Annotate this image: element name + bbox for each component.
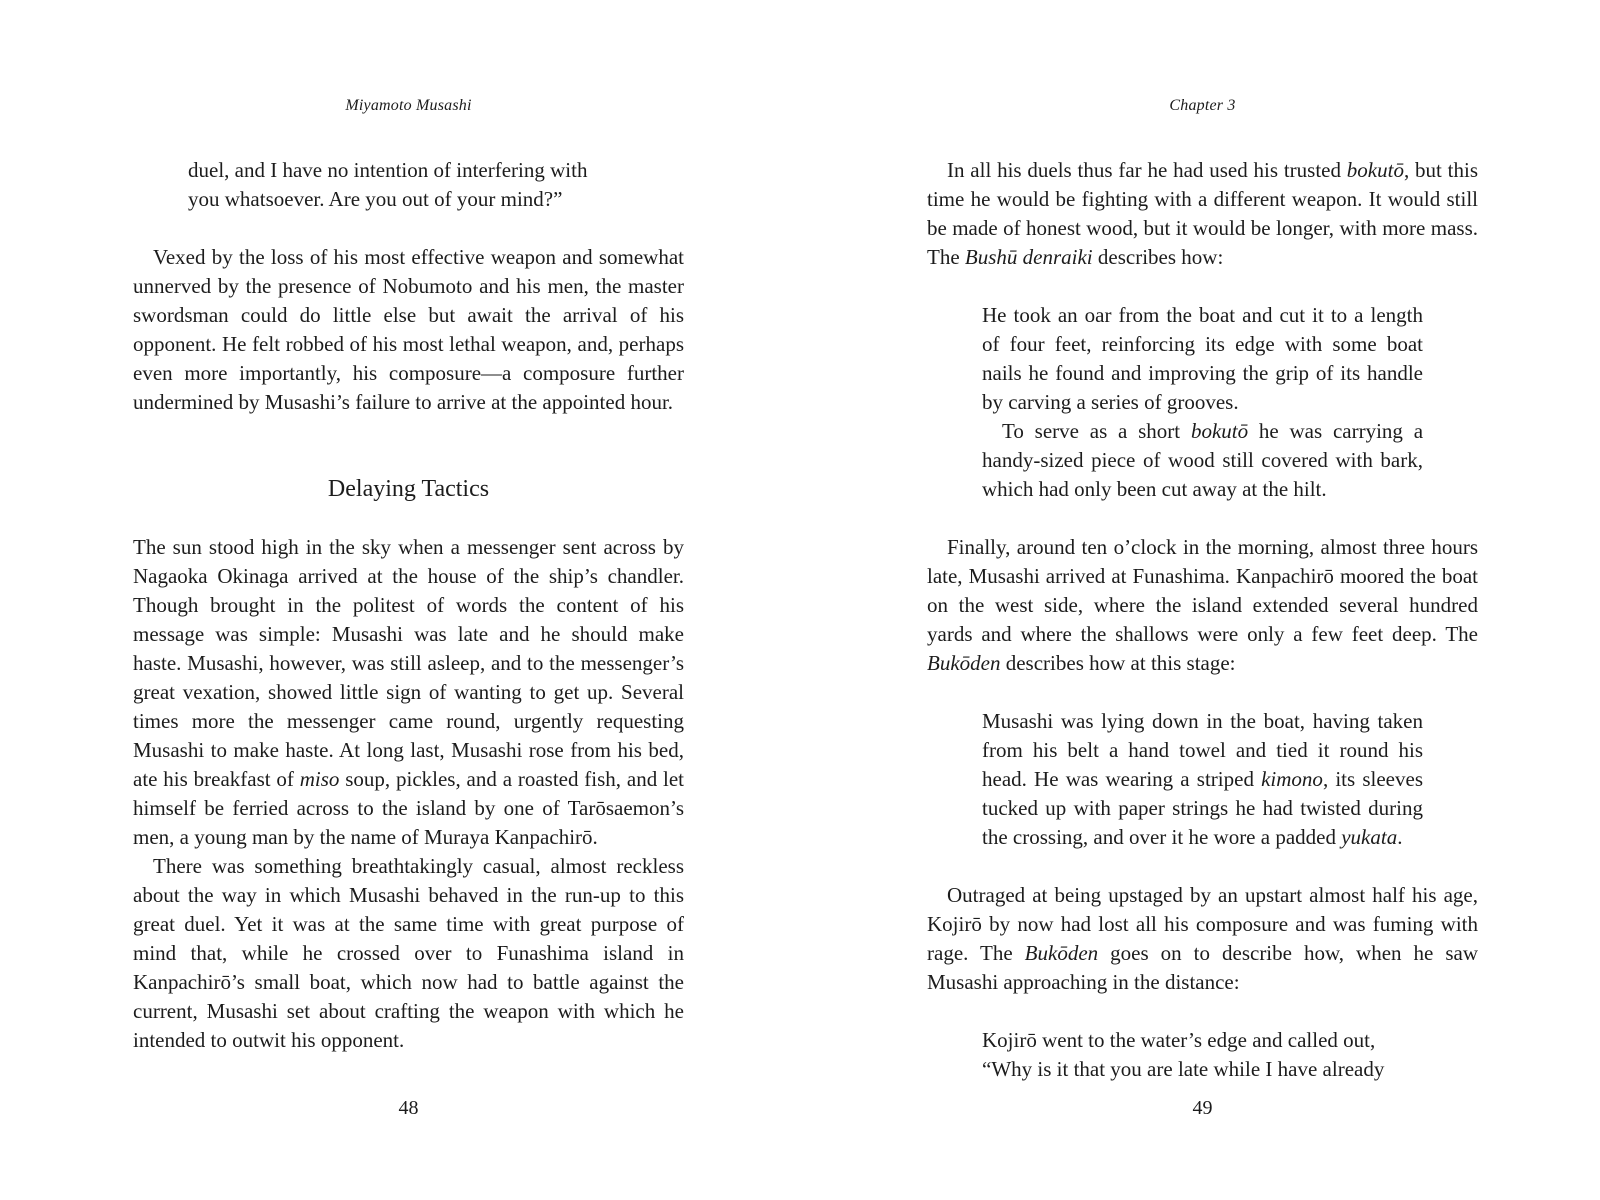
paragraph: Outraged at being upstaged by an upstart almost half his age, Kojirō by now had lost all his composure and was fuming with rage. The Bukōden goes on to describe how, when he saw Musashi approaching in the distance: (927, 883, 1479, 994)
running-head-right: Chapter 3 (1169, 97, 1236, 114)
page-number-right: 49 (1192, 1097, 1213, 1119)
quote-paragraph: He took an oar from the boat and cut it to a length of four feet, reinforcing its edge with some boat nails he found and improving the grip of its handle by carving a series of grooves. (982, 303, 1423, 414)
italic-term: miso (299, 767, 340, 791)
quote-line: Kojirō went to the water’s edge and called out, (982, 1028, 1376, 1052)
italic-title: Bukōden (1024, 941, 1099, 965)
page-number-left: 48 (398, 1097, 419, 1119)
section-heading: Delaying Tactics (327, 476, 490, 502)
block-quote-continuation (188, 156, 629, 214)
quote-paragraph: Musashi was lying down in the boat, having taken from his belt a hand towel and tied it round his head. He was wearing a striped kimono, its sleeves tucked up with paper strings he had twisted during the crossing, and over it he wore a padded yukata. (982, 709, 1423, 849)
left-text-block (133, 156, 684, 1055)
italic-title: Bushū denraiki (964, 245, 1093, 269)
paragraph: In all his duels thus far he had used his trusted bokutō, but this time he would be fighting with a different weapon. It would still be made of honest wood, but it would be longer, with more mass. The Bushū denraiki describes how: (927, 158, 1478, 269)
block-quote (982, 707, 1423, 852)
block-quote (982, 301, 1423, 504)
block-quote (982, 1026, 1423, 1084)
italic-title: Bukōden (927, 651, 1001, 675)
quote-line: “Why is it that you are late while I have already (982, 1057, 1385, 1081)
right-page (800, 0, 1600, 1200)
italic-term: bokutō (1190, 419, 1249, 443)
italic-term: bokutō (1346, 158, 1404, 182)
paragraph: There was something breathtakingly casual, almost reckless about the way in which Musashi behaved in the run-up to this great duel. Yet it was at the same time with great purpose of mind that, while he crossed over to Funashima island in Kanpachirō’s small boat, which now had to battle against the current, Musashi set about crafting the weapon with which he intended to outwit his opponent. (133, 854, 684, 1052)
quote-line: you whatsoever. Are you out of your mind?” (188, 187, 563, 211)
italic-term: kimono (1261, 767, 1323, 791)
paragraph: Vexed by the loss of his most effective weapon and somewhat unnerved by the presence of Nobumoto and his men, the master swordsman could do little else but await the arrival of his opponent. He felt robbed of his most lethal weapon, and, perhaps even more importantly, his composure—a composure further undermined by Musashi’s failure to arrive at the appointed hour. (133, 245, 684, 414)
running-head-left: Miyamoto Musashi (345, 97, 472, 114)
italic-term: yukata (1341, 825, 1398, 849)
quote-line: duel, and I have no intention of interfering with (188, 158, 588, 182)
quote-paragraph: To serve as a short bokutō he was carrying a handy-sized piece of wood still covered with bark, which had only been cut away at the hilt. (982, 419, 1424, 501)
right-text-block (927, 156, 1478, 1084)
paragraph: The sun stood high in the sky when a messenger sent across by Nagaoka Okinaga arrived at the house of the ship’s chandler. Though brought in the politest of words the content of his message was simple: Musashi was late and he should make haste. Musashi, however, was still asleep, and to the messenger’s great vexation, showed little sign of wanting to get up. Several times more the messenger came round, urgently requesting Musashi to make haste. At long last, Musashi rose from his bed, ate his breakfast of miso soup, pickles, and a roasted fish, and let himself be ferried across to the island by one of Tarōsaemon’s men, a young man by the name of Muraya Kanpachirō. (133, 535, 685, 849)
paragraph: Finally, around ten o’clock in the morning, almost three hours late, Musashi arrived at Funashima. Kanpachirō moored the boat on the west side, where the island extended several hundred yards and where the shallows were only a few feet deep. The Bukōden describes how at this stage: (927, 535, 1478, 675)
